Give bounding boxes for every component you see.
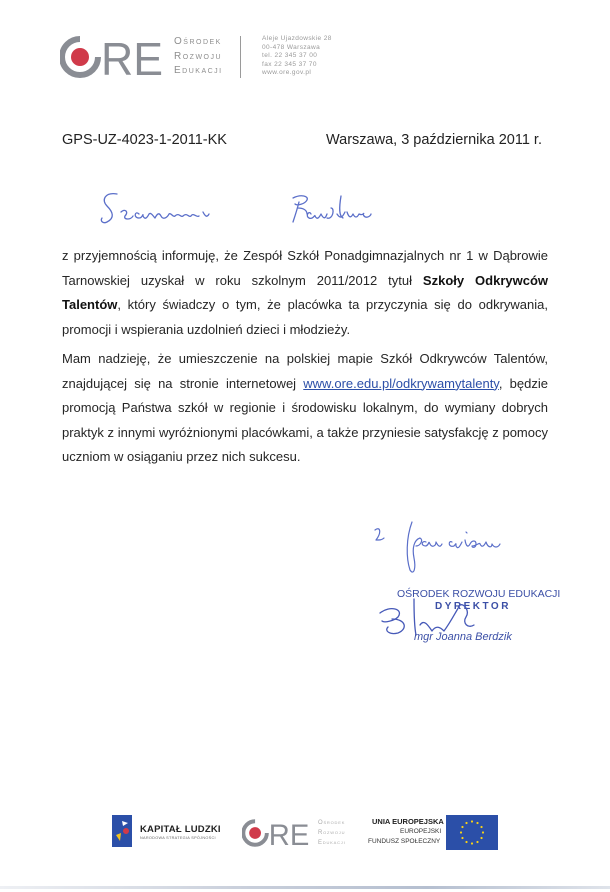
address-line: 00-478 Warszawa xyxy=(262,43,321,51)
director-name: mgr Joanna Berdzik xyxy=(414,631,512,643)
eu-fund-line-2: FUNDUSZ SPOŁECZNY xyxy=(368,838,441,845)
org-address xyxy=(262,35,332,78)
org-name-line: Edukacji xyxy=(174,65,223,76)
eu-star-icon xyxy=(476,841,478,843)
kapital-ludzki-subtitle: NARODOWA STRATEGIA SPÓJNOŚCI xyxy=(140,836,216,840)
eu-star-icon xyxy=(482,831,484,833)
stamp-institution: OŚRODEK ROZWOJU EDUKACJI xyxy=(397,588,561,600)
odkrywamytalenty-link[interactable]: www.ore.edu.pl/odkrywamytalenty xyxy=(303,375,499,391)
paragraph-2 xyxy=(62,347,548,470)
place-date: Warszawa, 3 października 2011 r. xyxy=(326,132,542,148)
eu-flag-icon xyxy=(446,815,498,850)
ore-footer-name-line: Ośrodek xyxy=(318,820,346,826)
paragraph-1-text: z przyjemnością informuję, że Zespół Szkół Ponadgimnazjalnych nr 1 w Dąbrowie Tarnowskiej uzyskał w roku szkolnym 2011/2012 tytuł xyxy=(62,248,548,288)
eu-star-icon xyxy=(465,841,467,843)
eu-star-icon xyxy=(476,822,478,824)
eu-star-icon xyxy=(461,837,463,839)
ore-footer-name-line: Rozwoju xyxy=(318,830,346,836)
eu-star-icon xyxy=(471,820,473,822)
award-title: Szkoły Odkrywców Talentów xyxy=(62,272,548,312)
eu-title: UNIA EUROPEJSKA xyxy=(372,817,444,826)
paragraph-1 xyxy=(62,244,548,342)
handwritten-salutation xyxy=(95,186,415,236)
ore-footer-name xyxy=(318,818,346,848)
org-name-line: Rozwoju xyxy=(174,50,223,62)
kapital-ludzki-title: KAPITAŁ LUDZKI xyxy=(140,824,221,835)
eu-star-icon xyxy=(465,822,467,824)
header-divider xyxy=(240,36,241,78)
ore-footer-logo xyxy=(242,818,310,848)
address-line: fax 22 345 37 70 xyxy=(262,60,317,68)
ore-logo xyxy=(60,35,164,79)
eu-star-icon xyxy=(460,831,462,833)
address-line: Aleje Ujazdowskie 28 xyxy=(262,35,332,42)
paragraph-2-text: Mam nadzieję, że umieszczenie na polskiej mapie Szkół Odkrywców Talentów, znajdującej się na stronie internetowej xyxy=(62,351,548,391)
org-name xyxy=(174,35,223,79)
svg-text:RE: RE xyxy=(268,818,310,848)
address-line: www.ore.gov.pl xyxy=(262,69,312,77)
eu-fund-line-1: EUROPEJSKI xyxy=(400,828,442,835)
handwritten-closing xyxy=(368,518,548,583)
svg-text:RE: RE xyxy=(101,35,163,79)
eu-star-icon xyxy=(480,826,482,828)
stamp-position: DYREKTOR xyxy=(435,601,511,612)
scan-edge xyxy=(0,886,610,889)
ore-footer-name-line: Edukacji xyxy=(318,840,346,846)
address-line: tel. 22 345 37 00 xyxy=(262,52,318,60)
eu-star-icon xyxy=(471,842,473,844)
org-name-line: Ośrodek xyxy=(174,36,222,47)
paragraph-2-text-end: , będzie promocją Państwa szkół w regionie i środowisku lokalnym, do wymiany dobrych praktyk z innymi wyróżnionymi placówkami, a także przyniesie satysfakcję z pomocy uczniom w osiąganiu przez nich sukcesu. xyxy=(62,375,548,464)
eu-star-icon xyxy=(461,826,463,828)
paragraph-1-text-end: , który świadczy o tym, że placówka ta przyczynia się do odkrywania, promocji i wspierania uzdolnień dzieci i młodzieży. xyxy=(62,297,548,337)
reference-number: GPS-UZ-4023-1-2011-KK xyxy=(62,132,227,148)
eu-star-icon xyxy=(480,837,482,839)
ore-logo-dot xyxy=(71,48,89,66)
kapital-ludzki-icon xyxy=(112,815,132,847)
